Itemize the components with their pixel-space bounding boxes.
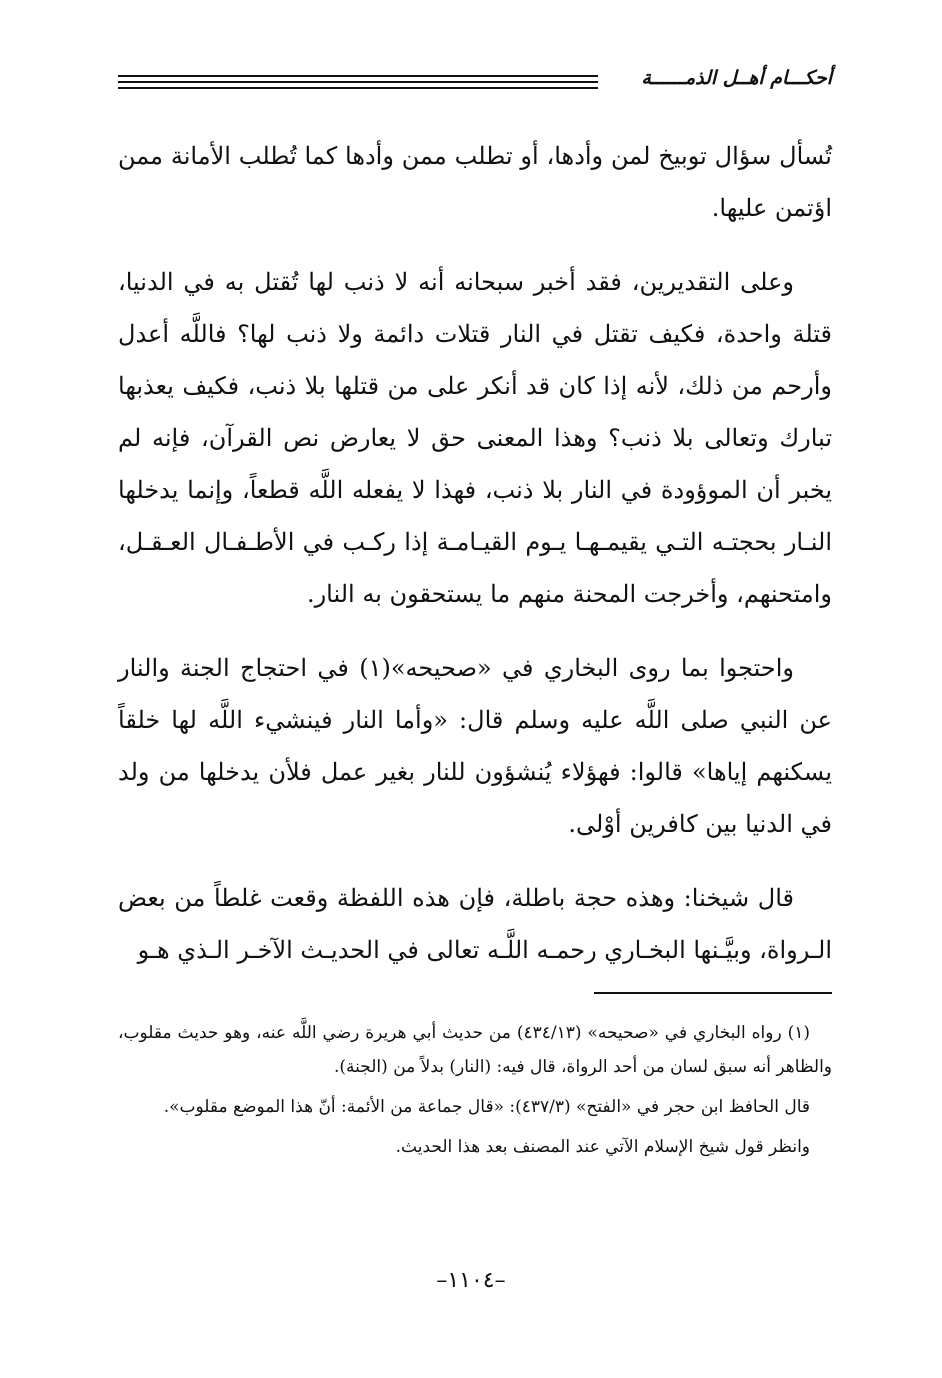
paragraph-continuation: تُسأل سؤال توبيخ لمن وأدها، أو تطلب ممن وأدها كما تُطلب الأمانة ممن اؤتمن عليها.: [118, 142, 832, 222]
header-rule-bottom: [118, 87, 598, 89]
paragraph-shaykh-response: قال شيخنا: وهذه حجة باطلة، فإن هذه اللفظة وقعت غلطاً من بعض الـرواة، وبيَّـنها البخـاري رحمـه اللَّـه تعالى في الحديـث الآخـر الـذي هـو: [118, 884, 832, 964]
footnote-1-ibn-hajar: قال الحافظ ابن حجر في «الفتح» (٤٣٧/٣): «قال جماعة من الأئمة: أنّ هذا الموضع مقلوب».: [163, 1097, 810, 1117]
paragraph-two-estimates: وعلى التقديرين، فقد أخبر سبحانه أنه لا ذنب لها تُقتل به في الدنيا، قتلة واحدة، فكيف تقتل في النار قتلات دائمة ولا ذنب لها؟ فاللَّه أعدل وأرحم من ذلك، لأنه إذا كان قد أنكر على من قتلها بلا ذنب، فكيف يعذبها تبارك وتعالى بلا ذنب؟ وهذا المعنى حق لا يعارض نص القرآن، فإنه لم يخبر أن الموؤودة في النار بلا ذنب، فهذا لا يفعله اللَّه قطعاً، وإنما يدخلها النـار بحجتـه التـي يقيمـهـا يـوم القيـامـة إذا ركـب في الأطـفـال العـقـل، وامتحنهم، وأخرجت المحنة منهم ما يستحقون به النار.: [118, 268, 832, 608]
header-rule-middle: [118, 81, 598, 83]
running-header: [118, 66, 832, 100]
footnote-1-see-also: وانظر قول شيخ الإسلام الآتي عند المصنف بعد هذا الحديث.: [395, 1137, 810, 1157]
footnote-1: (١) رواه البخاري في «صحيحه» (٤٣٤/١٣) من حديث أبي هريرة رضي اللَّه عنه، وهو حديث مقلوب، والظاهر أنه سبق لسان من أحد الرواة، قال فيه: (النار) بدلاً من (الجنة).: [118, 1023, 832, 1077]
main-text: [118, 130, 832, 998]
footnote-separator: [594, 992, 832, 994]
footnotes: [118, 1010, 832, 1164]
running-header-title: أحكـــام أهــل الذمــــــة: [641, 67, 832, 89]
paragraph-bukhari-argument: واحتجوا بما روى البخاري في «صحيحه»(١) في احتجاج الجنة والنار عن النبي صلى اللَّه عليه وسلم قال: «وأما النار فينشيء اللَّه لها خلقاً يسكنهم إياها» قالوا: فهؤلاء يُنشؤون للنار بغير عمل فلأن يدخلها من ولد في الدنيا بين كافرين أوْلى.: [118, 654, 832, 838]
page-number: –١١٠٤–: [436, 1268, 506, 1293]
header-rule-top: [118, 75, 598, 77]
